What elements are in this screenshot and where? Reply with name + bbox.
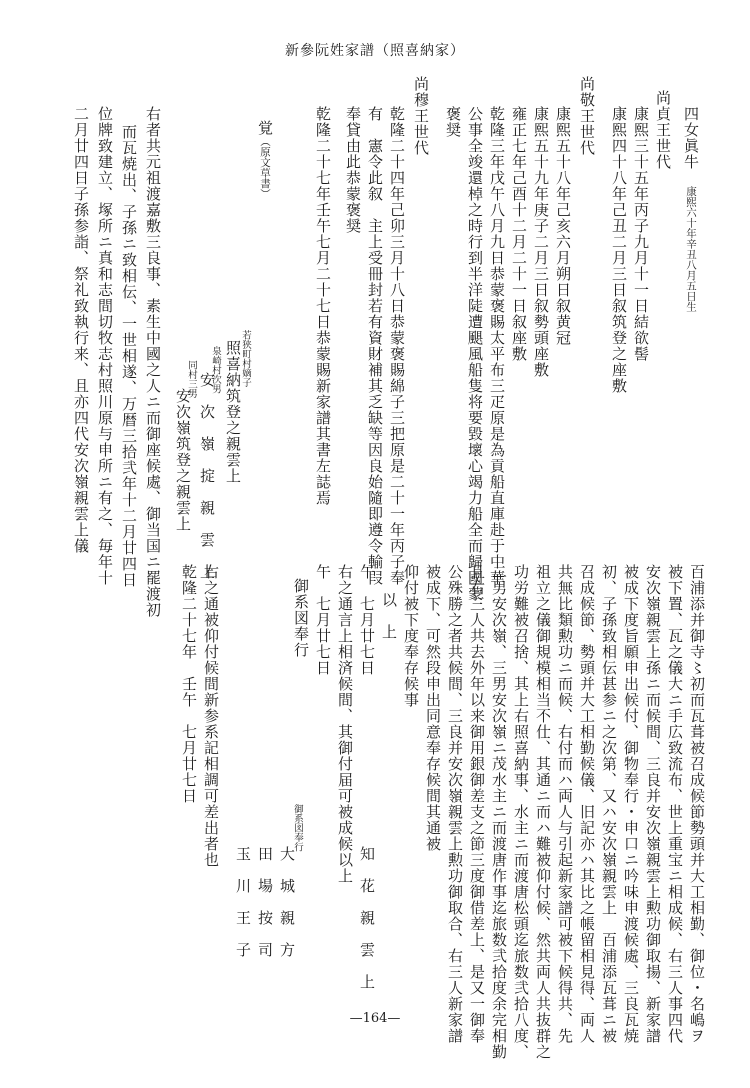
memo-title-note: （原文草書）: [259, 136, 271, 199]
date-line: 午 七月廿七日: [358, 564, 376, 676]
memo-line: 而瓦焼出、子孫ニ致相伝、一世相遂、万暦三拾弐年十二月廿四日: [120, 124, 138, 588]
date-line: 午 七月廿七日: [314, 564, 332, 676]
doc-line: 功労難被召捨、其上右照喜納事、水主ニ而渡唐松頭迄旅数弐拾八度、: [512, 564, 530, 1060]
person-village: 若狭町村嫡子: [240, 330, 251, 387]
gen-heading-shoboku: 尚穆王世代: [412, 76, 430, 156]
doc-line: 被成下、可然段申出同意奉存候間其通被: [424, 564, 442, 852]
doc-line: 二男安次嶺、三男安次嶺ニ茂水主ニ而渡唐作事迄旅数弐拾度余完相勤: [490, 564, 508, 1060]
doc-line: 初、子孫致相伝甚参ニ之次第、又ハ安次嶺親雲上 百浦添瓦葺ニ被: [600, 564, 618, 1044]
doc-line: 公殊勝之者共候間、三良并安次嶺親雲上勲功御取合、右三人新家譜: [446, 564, 464, 1044]
page-number: —164—: [349, 1011, 401, 1026]
memo-line: 位牌致建立、塚所ニ真和志間切牧志村照川原与申所ニ有之、毎年十: [96, 106, 114, 586]
person-name: 安次嶺筑登之親雲上: [174, 388, 192, 532]
gen-heading-shokei: 尚敬王世代: [578, 76, 596, 156]
entry: 乾隆三年戊午八月九日恭蒙褒賜太平布三疋原是為貢船直庫赴于中華: [488, 106, 506, 586]
entry: 有 憲令此叙 主上受冊封若有資財補其乏缺等因良始隨即遵令輸叚: [366, 106, 384, 586]
closing: 以 上: [380, 592, 398, 640]
doc-line: 共無比類勲功ニ而候、右付而ハ両人与引起新家譜可被下候得共、先: [556, 564, 574, 1044]
entry: 康熙四十八年己丑二月三日叙筑登之座敷: [610, 106, 628, 394]
memo-title: [254, 120, 276, 199]
entry: 康熙五十九年庚子二月三日叙勢頭座敷: [532, 106, 550, 378]
memo-line: 二月廿四日子孫参詣、祭礼致執行来、且亦四代安次嶺親雲上儀: [72, 106, 90, 554]
doc-line: 百浦添并御寺〻初而瓦葺被召成候節勢頭并大工相勤、御位・名嶋ヲ: [688, 564, 706, 1044]
daughter-name: 四女眞牛: [682, 106, 700, 170]
signer-name: 大 城 親 方: [278, 846, 296, 958]
page-header: 新參阮姓家譜（照喜納家）: [285, 43, 465, 59]
doc-line: 且右三人共去外年以来御用銀御差支之節三度御借差上、是又一御奉: [468, 564, 486, 1044]
daughter-birth: 康熙六十年辛丑八月五日生: [685, 186, 697, 312]
signer-name: 玉 川 王 子: [234, 846, 252, 958]
doc-line: 被成下度旨願申出候付、御物奉行・申口ニ吟味申渡候處、三良瓦焼: [622, 564, 640, 1044]
entry: 乾隆二十七年壬午七月二十七日恭蒙賜新家譜其書左誌焉: [314, 106, 332, 506]
doc-line: 安次嶺親雲上孫ニ而候間、三良并安次嶺親雲上勲功御取揚、新家譜: [644, 564, 662, 1044]
doc-line: 右之通被仰付候間新参系記相調可差出者也: [202, 564, 220, 868]
entry: 公事全竣還棹之時行到半洋陡遭颶風船隻将要毀壞心竭力船全而歸國蒙: [466, 106, 484, 602]
entry: 雍正七年己酉十二月二十一日叙座敷: [510, 106, 528, 362]
entry: 康熙五十八年己亥六月朔日叙黄冠: [554, 106, 572, 346]
doc-line: 祖立之儀御規模相当不仕、其通ニ而ハ難被仰付候、然共両人共抜群之: [534, 564, 552, 1060]
office: 御系図奉行: [292, 578, 310, 658]
person-village: 泉崎村次男: [210, 346, 221, 394]
doc-line: 被下置、瓦之儀大ニ手広致流布、世上重宝ニ相成候、右三人事四代: [666, 564, 684, 1044]
doc-line: 仰付被下度奉存候事: [402, 564, 420, 708]
person-name: 安 次 嶺 掟 親 雲 上: [198, 372, 216, 580]
entry: 奉貸由此恭蒙褒奨: [344, 106, 362, 234]
gen-heading-shotei: 尚貞王世代: [654, 90, 672, 170]
entry: 乾隆二十四年己卯三月十八日恭蒙褒賜綿子三把原是二十一年丙子奉: [388, 106, 406, 586]
daughter-entry: [680, 106, 702, 312]
signer-title: 御系図奉行: [292, 804, 303, 852]
person-name: 照喜納筑登之親雲上: [224, 340, 242, 484]
entry: 康熙三十五年丙子九月十一日結欲髻: [632, 106, 650, 362]
memo-line: 右者共元祖渡嘉敷三良事、素生中國之人ニ而御座候處、御当国ニ罷渡初: [144, 106, 162, 618]
doc-line: 召成候節、勢頭并大工相勤候儀、旧記亦ハ其比之帳留相見得、両人: [578, 564, 596, 1044]
signer-name: 田 場 按 司: [256, 846, 274, 958]
person-village: 同村三男: [186, 360, 197, 398]
doc-line: 右之通言上相済候間、其御付届可被成候以上: [336, 564, 354, 884]
entry: 褒奨: [444, 106, 462, 138]
signature: 知 花 親 雲 上: [358, 846, 376, 990]
memo-title-text: 覚: [256, 120, 274, 136]
final-date: 乾隆二十七年 壬午 七月廿七日: [180, 564, 198, 804]
